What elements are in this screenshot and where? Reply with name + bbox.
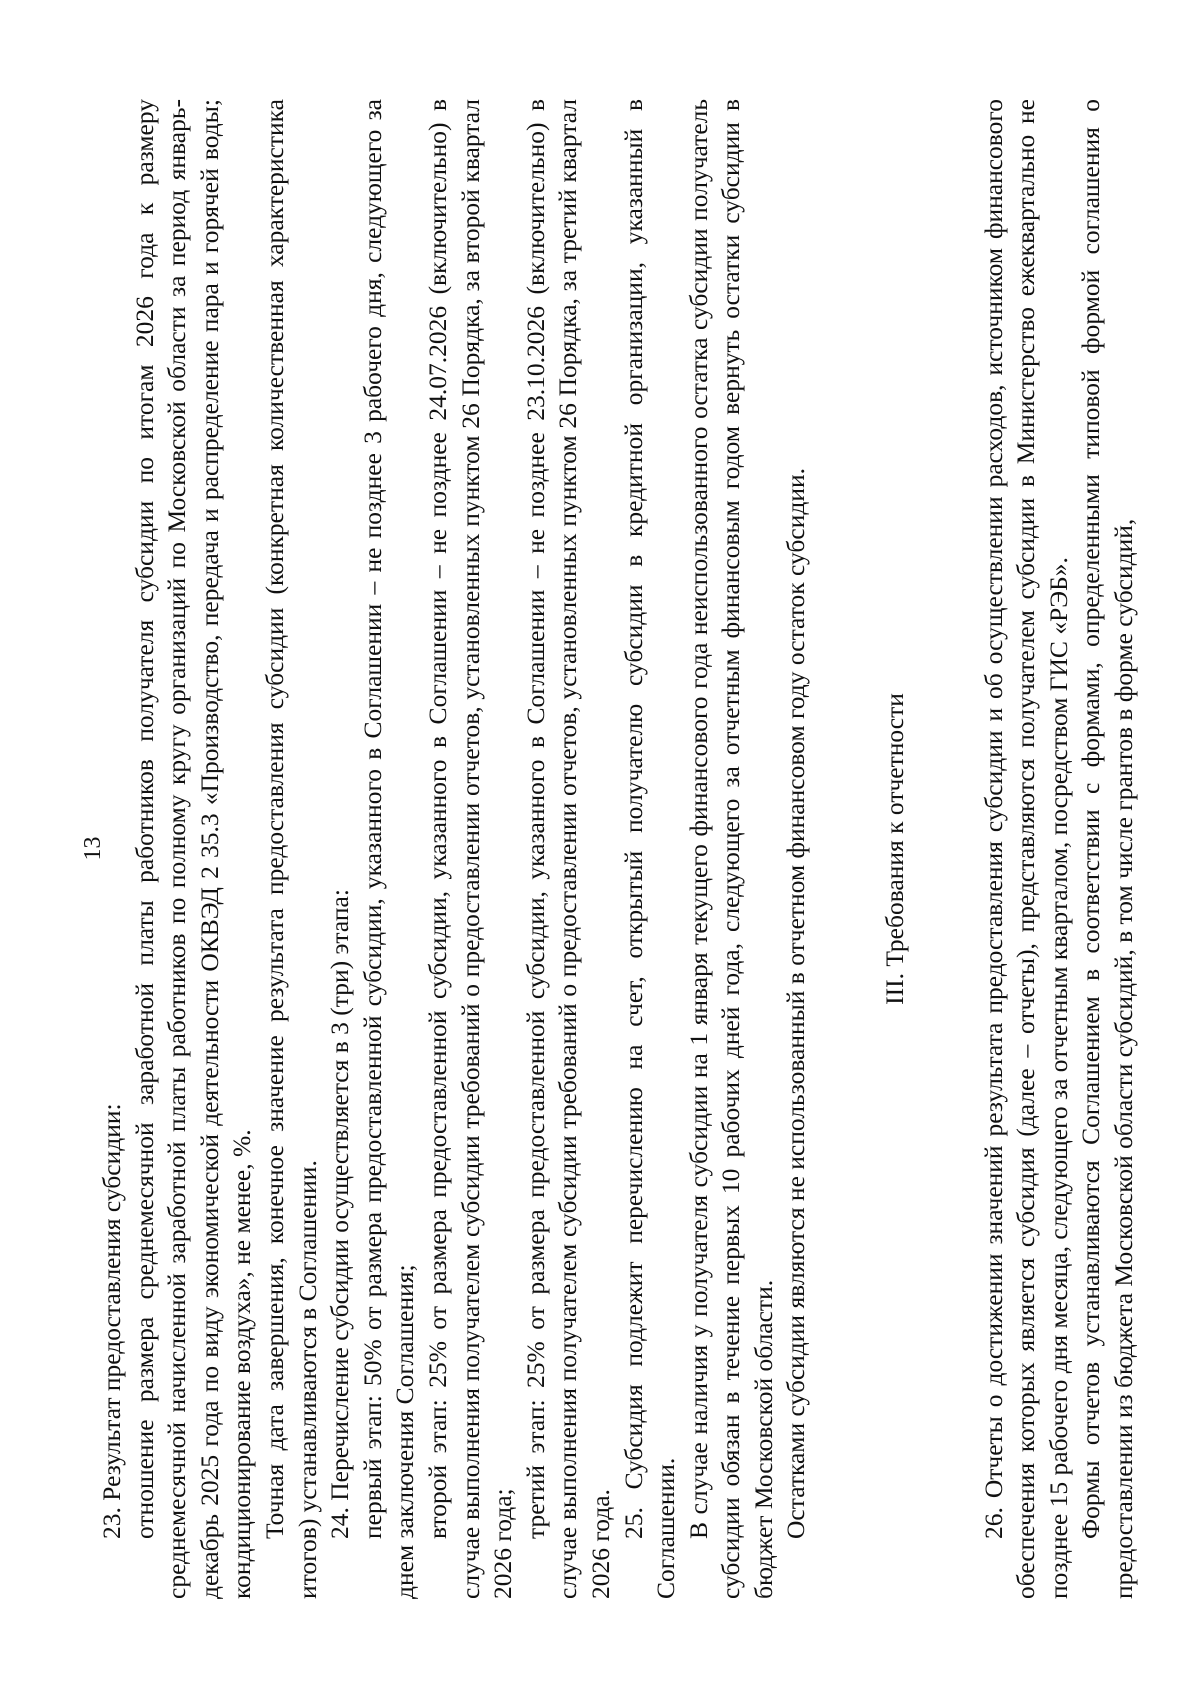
section-heading: III. Требования к отчетности xyxy=(880,693,910,1005)
paragraph-26-forms: Формы отчетов устанавливаются Соглашением в соответствии с формами, определенными типовой формой соглашения о предоставлении из бюджета Московской области субсидий, в том числе грантов в форме субсидий, xyxy=(1076,99,1139,1599)
paragraph-23: 23. Результат предоставления субсидии: xyxy=(97,1103,126,1539)
paragraph-24: 24. Перечисление субсидии осуществляется в 3 (три) этапа: xyxy=(325,889,355,1539)
paragraph-23-date: Точная дата завершения, конечное значение результата предоставления субсидии (конкретная количественная характеристика итогов) устанавливаются в Соглашении. xyxy=(259,99,322,1599)
page-number: 13 xyxy=(80,836,106,861)
paragraph-25: 25. Субсидия подлежит перечислению на счет, открытый получателю субсидии в кредитной организации, указанный в Соглашении. xyxy=(618,99,681,1599)
paragraph-25-definition: Остатками субсидии являются не использованный в отчетном финансовом году остаток субсидии. xyxy=(781,467,811,1539)
paragraph-24-stage-3: третий этап: 25% от размера предоставленной субсидии, указанного в Соглашении – не позднее 23.10.2026 (включительно) в случае выполнения получателем субсидии требований о предоставлении отчетов, установленных пунктом 26 Порядка, за третий квартал 2026 года. xyxy=(520,99,615,1599)
document-body xyxy=(96,99,1141,1599)
paragraph-24-stage-2: второй этап: 25% от размера предоставленной субсидии, указанного в Соглашении – не позднее 24.07.2026 (включительно) в случае выполнения получателем субсидии требований о предоставлении отчетов, установленных пунктом 26 Порядка, за второй квартал 2026 года; xyxy=(422,99,518,1599)
paragraph-24-stage-1: первый этап: 50% от размера предоставленной субсидии, указанного в Соглашении – не позднее 3 рабочего дня, следующего за днем заключения Соглашения; xyxy=(357,99,420,1599)
paragraph-23-ratio: отношение размера среднемесячной заработной платы работников получателя субсидии по итогам 2026 года к размеру среднемесячной начисленной заработной платы работников по полному кругу организаций по Московской области за период январь-декабрь 2025 года по виду экономической деятельности ОКВЭД 2 35.3 «Производство, передача и распределение пара и горячей воды; кондиционирование воздуха», не менее, %. xyxy=(129,99,257,1599)
paragraph-25-remainder: В случае наличия у получателя субсидии на 1 января текущего финансового года неиспользованного остатка субсидии получатель субсидии обязан в течение первых 10 рабочих дней года, следующего за отчетным финансовым годом вернуть остатки субсидии в бюджет Московской области. xyxy=(683,99,778,1599)
paragraph-26: 26. Отчеты о достижении значений результата предоставления субсидии и об осуществлении расходов, источником финансового обеспечения которых является субсидия (далее – отчеты), представляются получателем субсидии в Министерство ежеквартально не позднее 15 рабочего дня месяца, следующего за отчетным кварталом, посредством ГИС «РЭБ». xyxy=(978,99,1073,1599)
